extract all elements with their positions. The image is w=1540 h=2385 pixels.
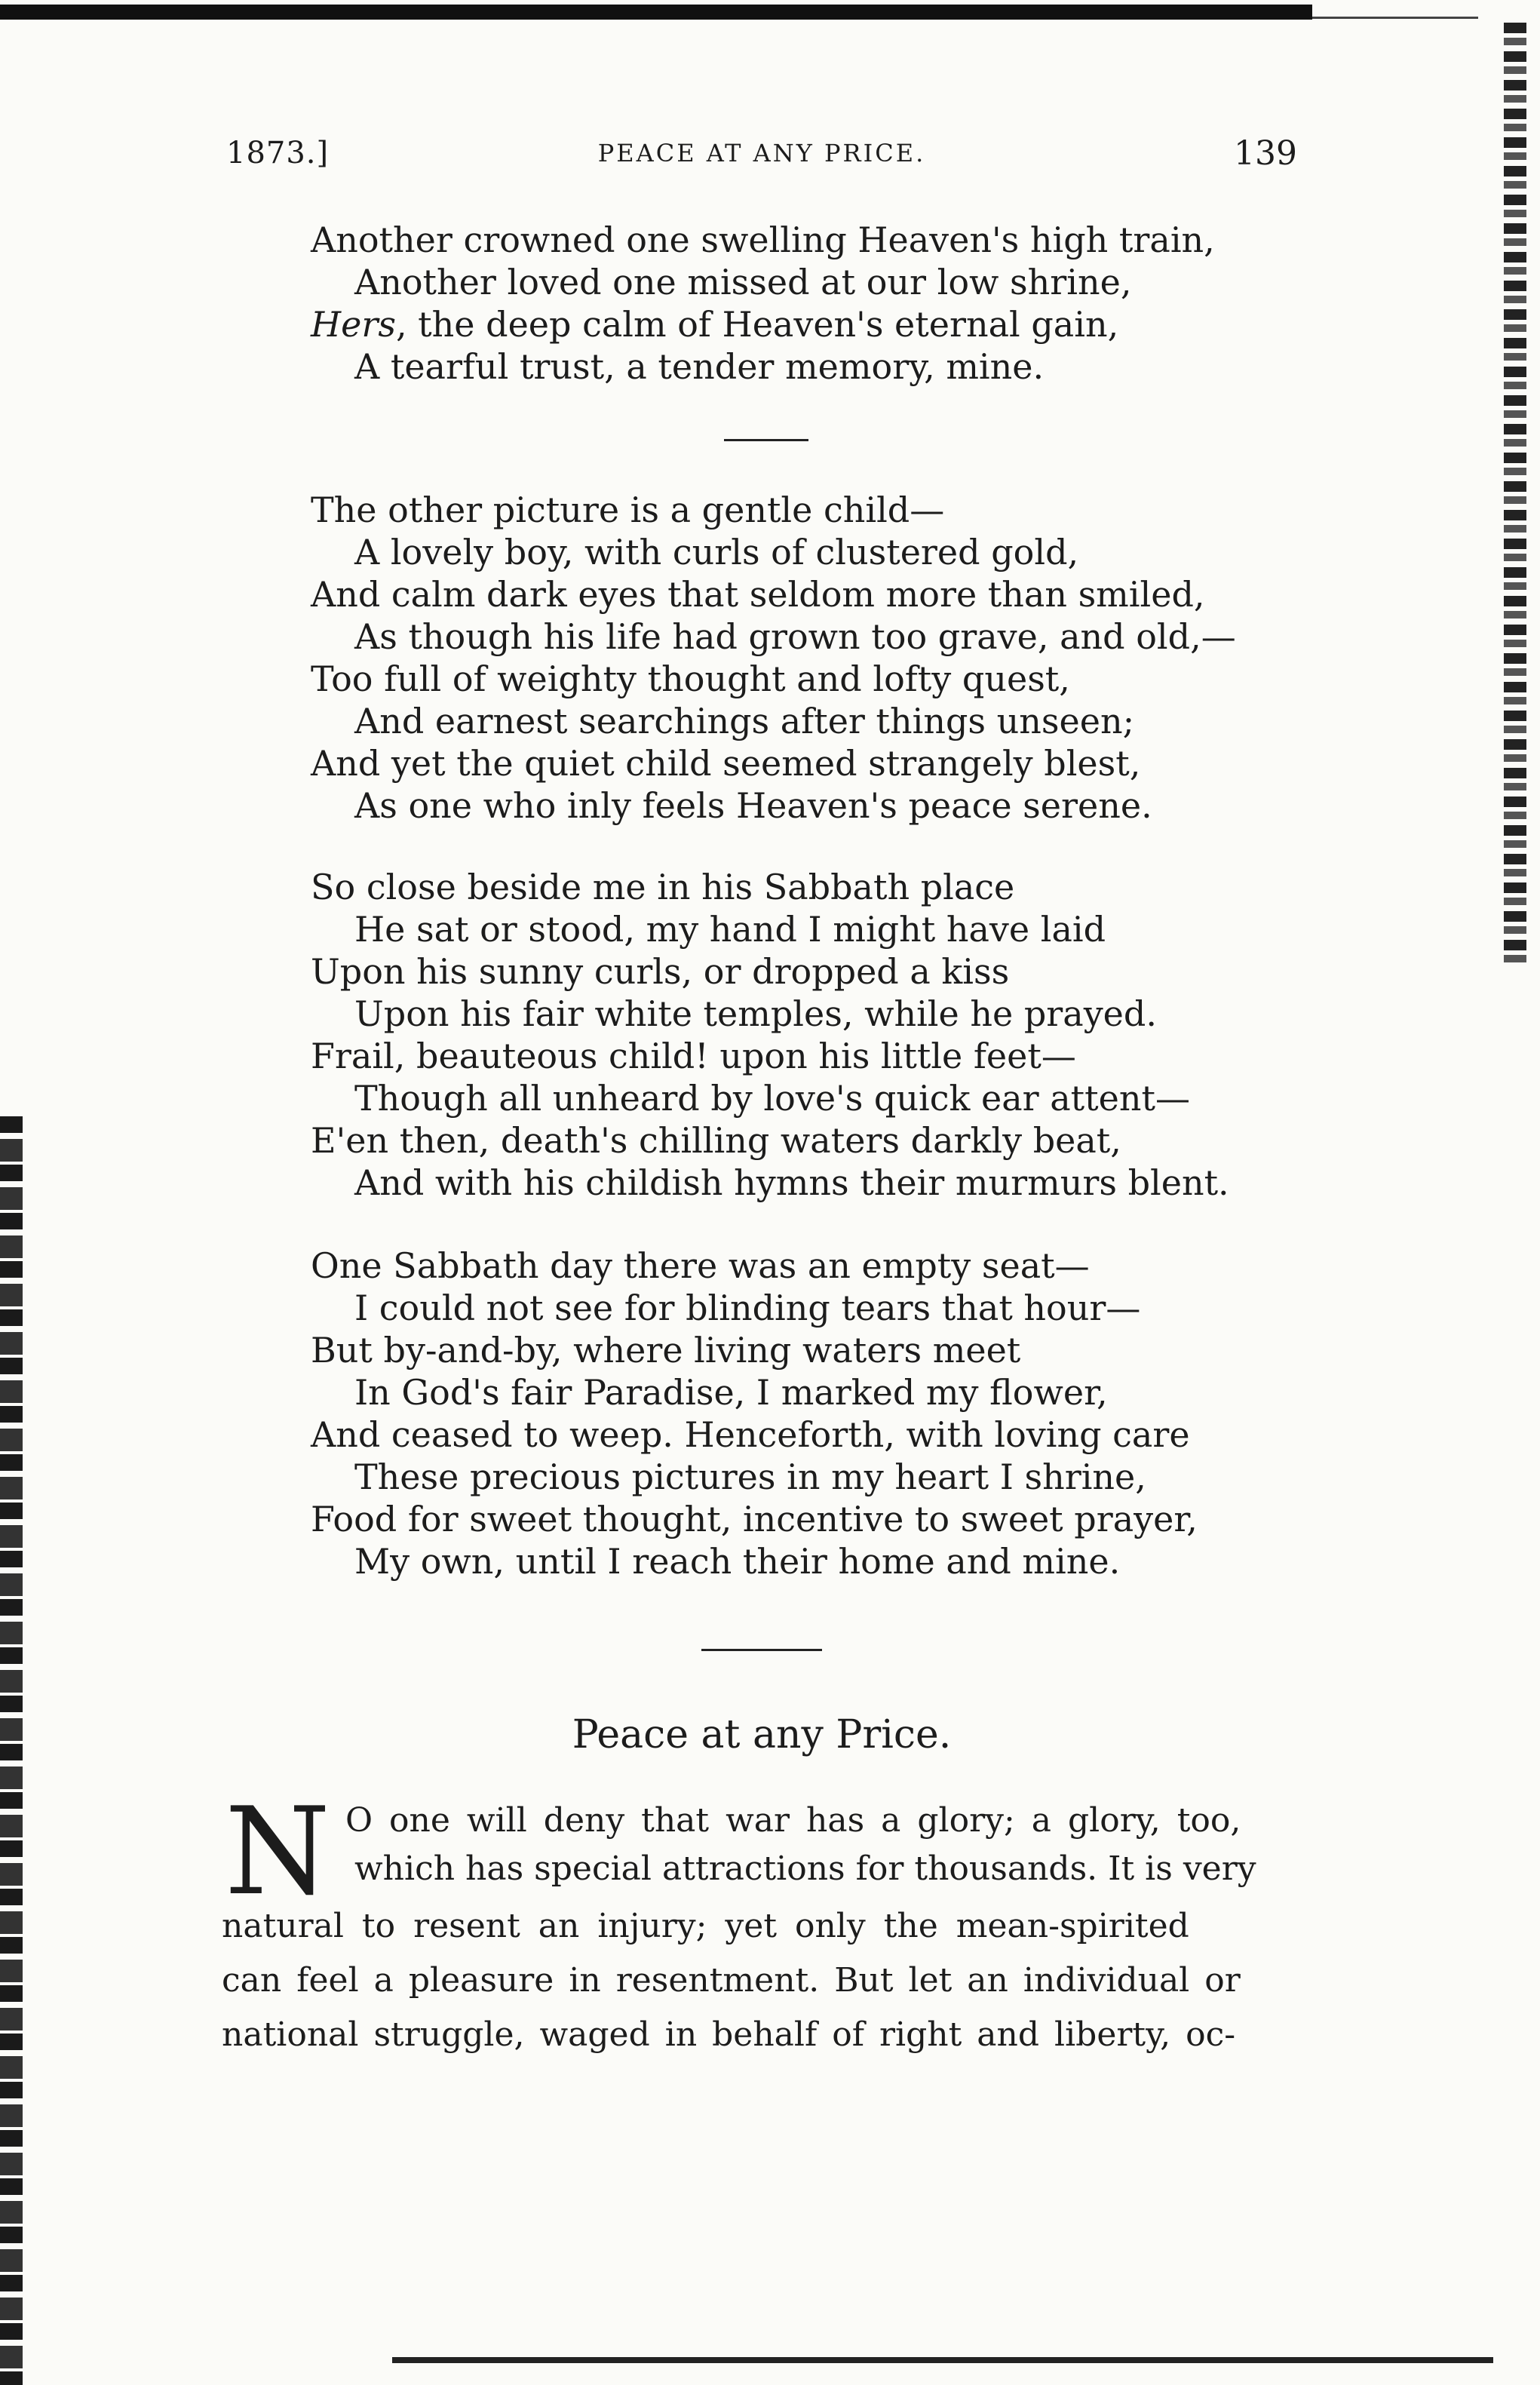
- poem-line: Too full of weighty thought and lofty quest,: [311, 658, 1070, 699]
- poem-line: So close beside me in his Sabbath place: [311, 867, 1015, 907]
- page-number: 139: [1234, 134, 1297, 173]
- scan-edge-top-thin: [1312, 17, 1478, 19]
- poem-line: The other picture is a gentle child—: [311, 490, 945, 530]
- italic-word: Hers: [311, 304, 396, 345]
- poem-line: In God's fair Paradise, I marked my flower,: [354, 1372, 1108, 1413]
- poem-line: Upon his sunny curls, or dropped a kiss: [311, 951, 1010, 992]
- poem-line: As though his life had grown too grave, and old,—: [354, 616, 1236, 657]
- running-header: [226, 128, 1297, 189]
- header-year: 1873.]: [226, 136, 330, 170]
- poem-line: Another loved one missed at our low shrine,: [354, 262, 1132, 302]
- poem-line: And yet the quiet child seemed strangely blest,: [311, 743, 1141, 784]
- poem-line: As one who inly feels Heaven's peace serene.: [354, 785, 1152, 826]
- poem-line: And with his childish hymns their murmurs blent.: [354, 1162, 1229, 1203]
- poem-line: Another crowned one swelling Heaven's high train,: [311, 219, 1215, 260]
- poem-line-rest: , the deep calm of Heaven's eternal gain,: [395, 304, 1119, 345]
- poem-line: And ceased to weep. Henceforth, with loving care: [311, 1414, 1190, 1455]
- drop-cap: N: [225, 1781, 330, 1922]
- poem-line: Food for sweet thought, incentive to sweet prayer,: [311, 1499, 1198, 1539]
- article-heading: Peace at any Price.: [572, 1712, 952, 1757]
- running-title: PEACE AT ANY PRICE.: [597, 139, 926, 167]
- scan-edge-left: [0, 1116, 23, 2385]
- poem-line: Frail, beauteous child! upon his little feet—: [311, 1036, 1076, 1076]
- scan-edge-right: [1504, 23, 1526, 965]
- prose-line: which has special attractions for thousands. It is very: [354, 1849, 1256, 1888]
- poem-line: Upon his fair white temples, while he prayed.: [354, 993, 1157, 1034]
- poem-line: A lovely boy, with curls of clustered gold,: [354, 532, 1079, 572]
- poem-line: Though all unheard by love's quick ear attent—: [354, 1078, 1190, 1119]
- poem-line: [311, 303, 1118, 345]
- poem-line: One Sabbath day there was an empty seat—: [311, 1245, 1090, 1286]
- poem-line: E'en then, death's chilling waters darkly beat,: [311, 1120, 1121, 1161]
- poem-line: But by-and-by, where living waters meet: [311, 1330, 1021, 1371]
- poem-line: And earnest searchings after things unseen;: [354, 701, 1135, 741]
- poem-line: He sat or stood, my hand I might have laid: [354, 909, 1106, 950]
- prose-line: can feel a pleasure in resentment. But let an individual or: [222, 1961, 1241, 2000]
- prose-line: O one will deny that war has a glory; a glory, too,: [345, 1801, 1241, 1840]
- scan-edge-top: [0, 5, 1312, 20]
- poem-line: A tearful trust, a tender memory, mine.: [354, 346, 1045, 387]
- poem-line: My own, until I reach their home and mine.: [354, 1541, 1121, 1582]
- poem-line: These precious pictures in my heart I shrine,: [354, 1456, 1146, 1497]
- poem-line: I could not see for blinding tears that hour—: [354, 1288, 1141, 1328]
- scan-edge-bottom: [392, 2357, 1493, 2363]
- section-rule: [724, 439, 808, 441]
- section-rule: [701, 1649, 822, 1651]
- prose-line: national struggle, waged in behalf of right and liberty, oc-: [222, 2015, 1236, 2054]
- poem-line: And calm dark eyes that seldom more than smiled,: [311, 574, 1205, 615]
- prose-line: natural to resent an injury; yet only the mean-spirited: [222, 1907, 1189, 1945]
